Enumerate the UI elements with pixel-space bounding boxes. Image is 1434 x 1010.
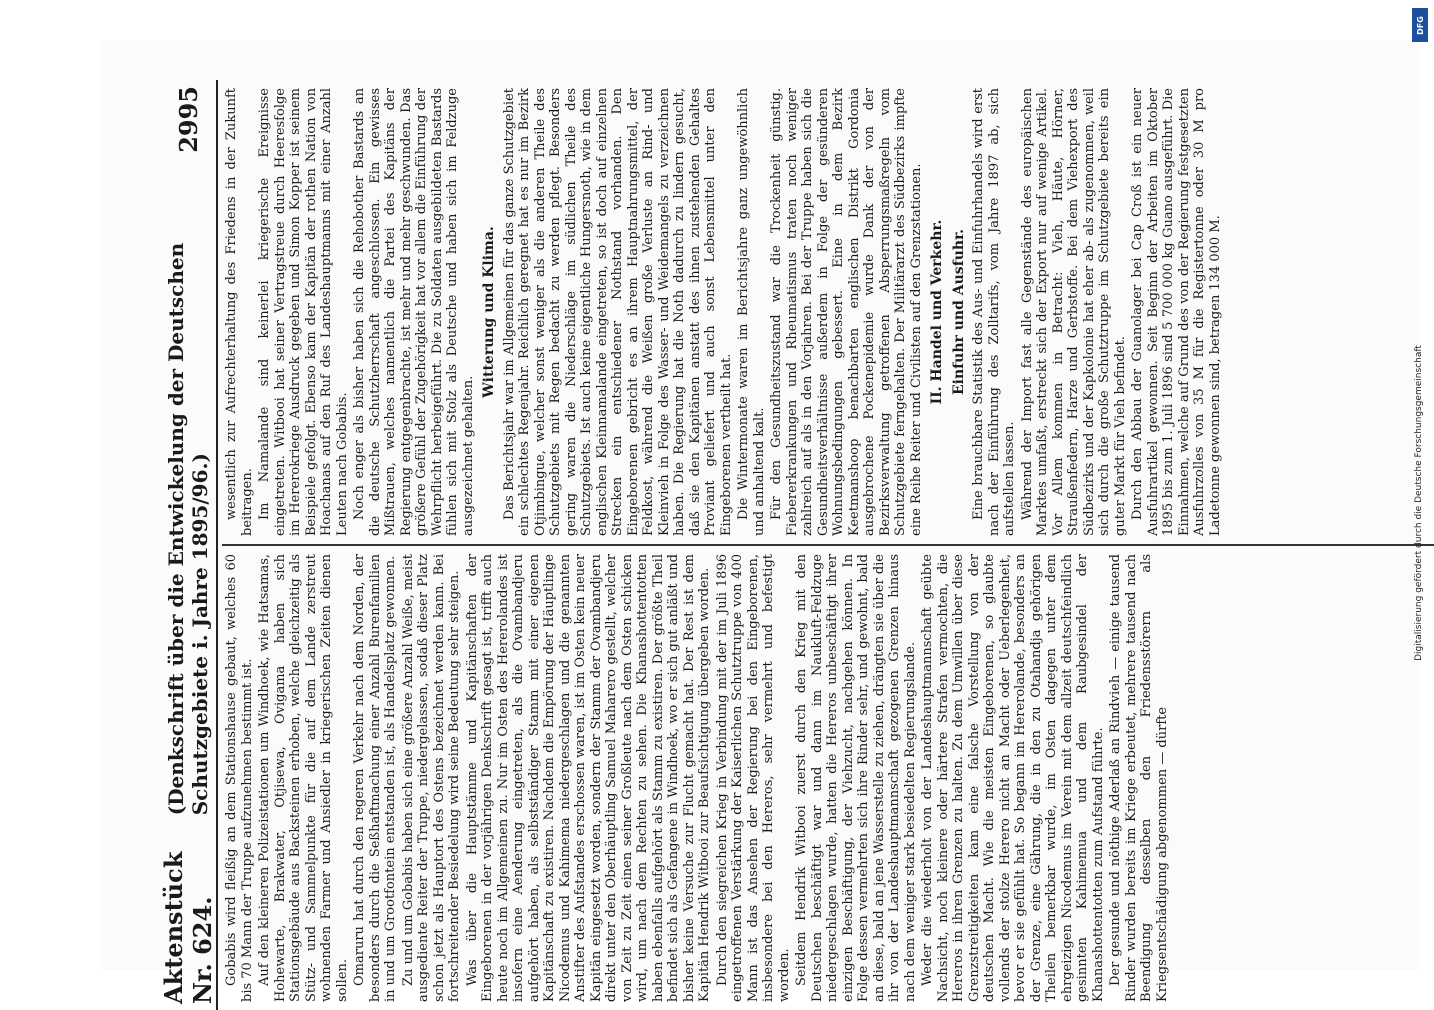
paragraph: Das Berichtsjahr war im Allgemeinen für das ganze Schutzgebiet ein schlechtes Regenjahr. Reichlich geregnet hat es nur im Bezirk Otjimbingue, welcher sonst weniger als die anderen Theile des Schutzgebiets mit Regen bedacht zu werden pflegt. Besonders gering waren die Niederschläge im südlichen Theile des Schutzgebiets. Ist auch keine eigentliche Hungersnoth, wie in dem englischen Kleinnamalande eingetreten, so ist doch auf einzelnen Strecken ein entschiedener Nothstand vorhanden. Den Eingeborenen gebricht es an ihrem Hauptnahrungsmittel, der Feldkost, während die Weißen große Verluste an Rind- und Kleinvieh in Folge des Wasser- und Weidemangels zu verzeichnen haben. Die Regierung hat die Noth dadurch zu lindern gesucht, daß sie den Kapitänen anstatt des ihnen zustehenden Gehaltes Proviant geliefert und auch sonst Lebensmittel unter den Eingeborenen vertheilt hat.	[501, 88, 734, 536]
paragraph: Weder die wiederholt von der Landeshauptmannschaft geübte Nachsicht, noch kleinere oder härtere Strafen vermochten, die Hereros in ihren Grenzen zu halten. Zu dem Umwillen über diese Grenzstreitigkeiten kam eine falsche Vorstellung von der deutschen Macht. Wie die meisten Eingeborenen, so glaubte vollends der stolze Herero nicht an Macht oder Ueberlegenheit, bevor er sie gefühlt hat. So begann im Hererolande, besonders an der Grenze, eine Gährung, die in den zu Otahandja gehörigen Theilen bemerkbar wurde, im Osten dagegen unter dem ehrgeizigen Nicodemus im Verein mit dem allzeit deutschfeindlich gesinnten Kahimemua und dem Raubgesindel der Khanashottentotten zum Aufstand führte.	[920, 554, 1106, 1002]
subsection-heading: Einfuhr und Ausfuhr.	[950, 228, 967, 396]
section-heading: Witterung und Klima.	[481, 226, 497, 398]
column-divider	[222, 544, 1434, 546]
credit-text: Digitalisierung gefördert durch die Deutsche Forschungsgemeinschaft	[1414, 345, 1424, 661]
digitization-credit	[1410, 8, 1428, 998]
section-heading: II. Handel und Verkehr.	[929, 219, 945, 405]
paragraph: Die Wintermonate waren im Berichtsjahre ganz ungewöhnlich und anhaltend kalt.	[736, 88, 767, 536]
page-header	[160, 80, 218, 1010]
dfg-logo: DFG	[1412, 8, 1428, 42]
page-number: 2995	[173, 86, 203, 153]
paragraph: Im Namalande sind keinerlei kriegerische Ereignisse eingetreten. Witbooi hat seiner Vertragstreue durch Heeresfolge im Hererokriege Ausdruck gegeben und Simon Kopper ist seinem Beispiele gefolgt. Ebenso kam der Kapitän der rothen Nation von Hoachanas auf den Ruf des Landeshauptmanns mit einer Anzahl Leuten nach Gobabis.	[257, 88, 350, 536]
paragraph: Seitdem Hendrik Witbooi zuerst durch den Krieg mit den Deutschen beschäftigt war und dann im Naukluft-Feldzuge niedergeschlagen wurde, hatten die Hereros unbeschäftigt ihrer einzigen Beschäftigung, der Viehzucht, nachgehen können. In Folge dessen vermehrten sich ihre Rinder sehr, und gewohnt, bald an diese, bald an jene Wasserstelle zu ziehen, drängten sie über die ihr von der Landeshauptmannschaft gezogenen Grenzen hinaus nach dem weniger stark besiedelten Regierungslande.	[794, 554, 918, 1002]
text-column-left	[218, 546, 1434, 1010]
document-title: (Denkschrift über die Entwickelung der Deutschen Schutzgebiete i. Jahre 1895/96.)	[164, 242, 212, 816]
paragraph: Durch den siegreichen Krieg in Verbindung mit der im Juli 1896 eingetroffenen Verstärkung der Kaiserlichen Schutztruppe von 400 Mann ist das Ansehen der Regierung bei den Eingeborenen, insbesondere bei den Hereros, sehr vermehrt und befestigt worden.	[714, 554, 792, 1002]
paragraph: Auf den kleineren Polizeistationen um Windhoek, wie Hatsamas, Hohewarte, Brakwater, Otjisewa, Ovigama haben sich Stationsgebäude aus Backsteinen erhoben, welche gleichzeitig als Stütz- und Sammelpunkte für die auf dem Lande zerstreut wohnenden Farmer und Ansiedler in kriegerischen Zeiten dienen sollen.	[257, 554, 350, 1002]
rotated-page-content	[160, 80, 1434, 1010]
paragraph: Noch enger als bisher haben sich die Rehobother Bastards an die deutsche Schutzherrschaft angeschlossen. Ein gewisses Mißtrauen, welches namentlich die Partei des Kapitäns der Regierung entgegenbrachte, ist mehr und mehr geschwunden. Das größere Gefühl der Zugehörigkeit hat vor allem die Einführung der Wehrpflicht herbeigeführt. Die zu Soldaten ausgebildeten Bastards fühlen sich mit Stolz als Deutsche und haben sich im Feldzuge ausgezeichnet gehalten.	[352, 88, 476, 536]
text-column-right	[218, 80, 1434, 544]
paragraph: Durch den Abbau der Guanolager bei Cap Croß ist ein neuer Ausfuhrartikel gewonnen. Seit Beginn der Arbeiten im Oktober 1895 bis zum 1. Juli 1896 sind 5 700 000 kg Guano ausgeführt. Die Einnahmen, welche auf Grund des von der Regierung festgesetzten Ausfuhrzolles von 35 M für die Registertonne oder 30 M pro Ladetonne gewonnen sind, betragen 134 000 M.	[1130, 88, 1223, 536]
paragraph: Zu und um Gobabis haben sich eine größere Anzahl Weiße, meist ausgediente Reiter der Truppe, niedergelassen, sodaß dieser Platz schon jetzt als Hauptort des Ostens bezeichnet werden kann. Bei fortschreitender Besiedelung wird seine Bedeutung sehr steigen.	[400, 554, 462, 1002]
paragraph: Eine brauchbare Statistik des Aus- und Einfuhrhandels wird erst nach der Einführung des Zolltarifs, vom Jahre 1897 ab, sich aufstellen lassen.	[971, 88, 1017, 536]
paragraph: Omaruru hat durch den regeren Verkehr nach dem Norden, der besonders durch die Seßhaftmachung einer Anzahl Burenfamilien in und um Grootfontein entstanden ist, als Handelsplatz gewonnen.	[352, 554, 398, 1002]
paragraph: Der gesunde und nöthige Aderlaß an Rindvieh — einige tausend Rinder wurden bereits im Kriege erbeutet, mehrere tausend nach Beendigung desselben den Friedensstörern als Kriegsentschädigung abgenommen — dürfte	[1108, 554, 1170, 1002]
paragraph: wesentlich zur Aufrechterhaltung des Friedens in der Zukunft beitragen.	[224, 88, 255, 536]
paragraph: Für den Gesundheitszustand war die Trockenheit günstig. Fiebererkrankungen und Rheumatismus traten noch weniger zahlreich auf als in den Vorjahren. Bei der Truppe haben sich die Gesundheitsverhältnisse außerdem in Folge der gesünderen Wohnungsbedingungen gebessert. Eine in dem Bezirk Keetmanshoop benachbarten englischen Distrikt Gordonia ausgebrochene Pockenepidemie wurde Dank der von der Bezirksverwaltung getroffenen Absperrungsmaßregeln vom Schutzgebiete ferngehalten. Der Militärarzt des Südbezirks impfte eine Reihe Reiter und Civilisten auf den Grenzstationen.	[769, 88, 924, 536]
scanned-page	[100, 40, 1420, 1004]
document-number: Aktenstück Nr. 624.	[159, 851, 217, 1004]
paragraph: Gobabis wird fleißig an dem Stationshause gebaut, welches 60 bis 70 Mann der Truppe aufzunehmen bestimmt ist.	[224, 554, 255, 1002]
paragraph: Während der Import fast alle Gegenstände des europäischen Marktes umfaßt, erstreckt sich der Export nur auf wenige Artikel. Vor Allem kommen in Betracht: Vieh, Häute, Hörner, Straußenfedern, Harze und Gerbstoffe. Bei dem Viehexport des Südbezirks und der Kapkolonie hat eher ab- als zugenommen, weil sich durch die große Schutztruppe im Schutzgebiete bereits ein guter Markt für Vieh befindet.	[1019, 88, 1128, 536]
paragraph: Was über die Hauptstämme und Kapitänschaften der Eingeborenen in der vorjährigen Denkschrift gesagt ist, trifft auch heute noch im Allgemeinen zu. Nur im Osten des Hererolandes ist insofern eine Aenderung eingetreten, als die Ovambandjeru aufgehört haben, als selbstständiger Stamm mit einer eigenen Kapitänschaft zu existiren. Nachdem die Empörung der Häuptlinge Nicodemus und Kahimema niedergeschlagen und die genannten Anstifter des Aufstandes erschossen waren, ist im Osten kein neuer Kapitän eingesetzt worden, sondern der Stamm der Ovambandjeru direkt unter den Oberhäuptling Samuel Maharero gestellt, welcher von Zeit zu Zeit einen seiner Großleute nach dem Osten schicken wird, um nach dem Rechten zu sehen. Die Khanashottentotten haben ebenfalls aufgehört als Stamm zu existiren. Der größte Theil befindet sich als Gefangene in Windhoek, wo er sich gut anläßt und bisher keine Versuche zur Flucht gemacht hat. Der Rest ist dem Kapitän Hendrik Witbooi zur Beaufsichtigung übergeben worden.	[464, 554, 712, 1002]
